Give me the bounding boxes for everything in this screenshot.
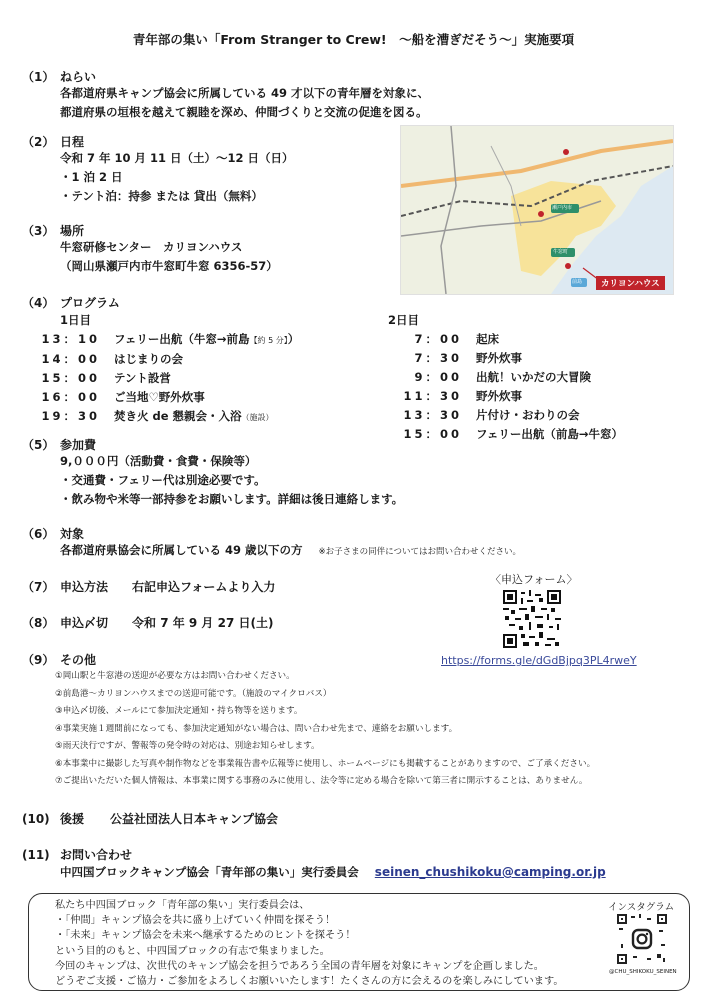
fee-amount: 9,０００円（活動費・食費・保険等） [60, 454, 257, 468]
target-note: ※お子さまの同伴についてはお問い合わせください。 [318, 547, 521, 557]
section-number: （6） [22, 527, 55, 541]
section-program-heading [22, 294, 120, 311]
message-line: 今回のキャンプは、次世代のキャンプ協会を担うであろう全国の青年層を対象にキャンプを企画しました。 [55, 960, 544, 972]
message-line: という目的のもと、中四国ブロックの有志で集まりました。 [55, 945, 330, 957]
schedule-line: ・1 泊 2 日 [60, 170, 123, 184]
program-time: 11：30 [403, 389, 462, 403]
section-number: （2） [22, 135, 55, 149]
map-city-label: 瀬戸内市 [552, 205, 573, 211]
program-day1-label: 1日目 [60, 313, 92, 327]
section-number: (11) [22, 848, 50, 862]
section-title: ねらい [60, 70, 97, 84]
fee-line: ・飲み物や米等一部持参をお願いします。詳細は後日連絡します。 [60, 492, 404, 506]
section-title: 申込方法 [60, 580, 109, 594]
program-time: 15：00 [41, 371, 100, 385]
form-url-link[interactable]: https://forms.gle/dGdBjpq3PL4rweY [441, 654, 637, 667]
section-title: 申込〆切 [60, 616, 109, 630]
message-line: 私たち中四国ブロック「青年部の集い」実行委員会は、 [55, 900, 310, 911]
program-activity: はじまりの会 [114, 352, 183, 366]
program-activity: 起床 [476, 332, 499, 346]
instagram-handle: @CHU_SHIKOKU_SEINEN [609, 969, 677, 975]
other-item: ②前島港～カリヨンハウスまでの送迎可能です。（施設のマイクロバス） [55, 688, 332, 699]
section-deadline [22, 614, 273, 631]
program-item [0, 350, 390, 369]
section-fee-heading [22, 436, 96, 453]
program-item [0, 407, 390, 427]
program-time: 7：00 [414, 332, 462, 346]
program-time: 16：00 [41, 390, 100, 404]
other-item: ①岡山駅と牛窓港の送迎が必要な方はお問い合わせください。 [55, 671, 295, 681]
section-title: その他 [60, 653, 97, 667]
section-target-heading [22, 525, 84, 542]
apply-method-value: 右記申込フォームより入力 [132, 580, 276, 594]
section-schedule-heading [22, 133, 84, 150]
section-number: （4） [22, 296, 55, 310]
message-line: ・「仲間」キャンプ協会を共に盛り上げていく仲間を探そう！ [55, 915, 336, 927]
section-number: （8） [22, 616, 55, 630]
contact-email-link[interactable]: seinen_chushikoku@camping.or.jp [374, 865, 606, 879]
program-item [362, 425, 702, 444]
support-value: 公益社団法人日本キャンプ協会 [110, 812, 279, 826]
program-item [0, 330, 390, 350]
program-time: 15：00 [403, 427, 462, 441]
program-item [0, 388, 390, 407]
location-map [400, 125, 674, 295]
venue-name: 牛窓研修センター カリヨンハウス [60, 240, 243, 254]
program-paren: ） [287, 332, 300, 346]
program-activity: テント設営 [114, 371, 171, 385]
program-time: 13：10 [41, 332, 100, 346]
schedule-dates: 令和 7 年 10 月 11 日（土）～12 日（日） [60, 151, 294, 165]
section-target-body [60, 541, 521, 562]
program-day2-label: 2日目 [388, 313, 420, 327]
deadline-value: 令和 7 年 9 月 27 日(土) [132, 616, 274, 630]
section-schedule-body [60, 149, 294, 206]
program-item [362, 368, 702, 387]
program-activity: ご当地♡野外炊事 [114, 390, 205, 404]
program-day2-list [362, 330, 702, 444]
program-item [362, 406, 702, 425]
map-graphic [401, 126, 673, 294]
program-item [362, 349, 702, 368]
map-town-label: 牛窓町 [553, 249, 569, 255]
aim-line: 都道府県の垣根を越えて親睦を深め、仲間づくりと交流の促進を図る。 [60, 105, 428, 119]
section-aim-body [60, 84, 429, 122]
program-time: 13：30 [403, 408, 462, 422]
program-activity: フェリー出航（牛窓→前島 [114, 332, 250, 346]
other-item: ④事業実施１週間前になっても、参加決定通知がない場合は、問い合わせ先まで、連絡をお願いします。 [55, 723, 458, 734]
section-aim-heading [22, 68, 96, 85]
section-number: （5） [22, 438, 55, 452]
form-qr-code[interactable] [503, 590, 561, 648]
program-activity: 焚き火 de 懇親会・入浴 [114, 409, 242, 423]
program-time: 7：30 [414, 351, 462, 365]
section-title: お問い合わせ [60, 848, 133, 862]
program-item [362, 387, 702, 406]
section-title: 参加費 [60, 438, 97, 452]
message-line: どうぞご支援・ご協力・ご参加をよろしくお願いいたします！たくさんの方に会えるのを楽しみにしています。 [55, 976, 564, 988]
program-activity: 出航！いかだの大冒険 [476, 370, 591, 384]
section-title: 対象 [60, 527, 85, 541]
section-other-heading [22, 651, 96, 668]
section-number: （9） [22, 653, 55, 667]
instagram-label: インスタグラム [608, 902, 675, 913]
section-apply-method [22, 578, 275, 595]
venue-address: （岡山県瀬戸内市牛窓町牛窓 6356-57） [60, 259, 278, 273]
target-line: 各都道府県協会に所属している 49 歳以下の方 [60, 543, 303, 557]
section-contact-heading [22, 846, 132, 863]
message-line: ・「未来」キャンプ協会を未来へ継承するためのヒントを探そう！ [55, 930, 356, 942]
document-title: 青年部の集い「From Stranger to Crew! ～船を漕ぎだそう～」実施要項 [132, 32, 575, 47]
program-time: 9：00 [414, 370, 462, 384]
other-item: ③申込〆切後、メールにて参加決定通知・持ち物等を送ります。 [55, 706, 303, 716]
other-item: ⑤雨天決行ですが、警報等の発令時の対応は、別途お知らせします。 [55, 741, 320, 751]
section-title: プログラム [60, 296, 120, 310]
aim-line: 各都道府県キャンプ協会に所属している 49 才以下の青年層を対象に、 [60, 86, 430, 100]
map-venue-label: カリヨンハウス [596, 276, 665, 290]
program-day1-list [0, 330, 390, 427]
program-note: 【約 5 分】 [249, 336, 288, 345]
program-time: 19：30 [41, 409, 100, 423]
section-number: (10) [22, 812, 50, 826]
section-number: （7） [22, 580, 55, 594]
section-number: （1） [22, 70, 55, 84]
section-title: 日程 [60, 135, 85, 149]
fee-line: ・交通費・フェリー代は別途必要です。 [60, 473, 266, 487]
section-other-list [55, 668, 595, 791]
section-support [22, 810, 278, 827]
qr-code-icon [503, 590, 561, 648]
program-activity: 野外炊事 [476, 351, 522, 365]
section-fee-body [60, 452, 403, 509]
program-item [362, 330, 702, 349]
section-title: 場所 [60, 224, 85, 238]
message-box-text [55, 898, 564, 989]
program-activity: 野外炊事 [476, 389, 522, 403]
map-island-label: 前島 [572, 279, 583, 285]
section-title: 後援 [60, 812, 85, 826]
program-item [0, 369, 390, 388]
section-place-heading [22, 222, 84, 239]
program-note: （施設） [241, 413, 274, 422]
schedule-line: ・テント泊：持参 または 貸出（無料） [60, 189, 263, 203]
instagram-qr-code[interactable] [617, 914, 667, 964]
section-number: （3） [22, 224, 55, 238]
other-item: ⑥本事業中に撮影した写真や制作物などを事業報告書や広報等に使用し、ホームページにも掲載することがありますので、ご了承ください。 [55, 758, 596, 769]
instagram-icon [617, 914, 667, 964]
section-place-body [60, 238, 278, 276]
program-time: 14：00 [41, 352, 100, 366]
program-activity: フェリー出航（前島→牛窓） [476, 427, 624, 441]
contact-org: 中四国ブロックキャンプ協会「青年部の集い」実行委員会 [60, 865, 359, 879]
section-contact-body [60, 863, 606, 882]
other-item: ⑦ご提出いただいた個人情報は、本事業に関する事務のみに使用し、法令等に定める場合を除いて第三者に開示することは、ありません。 [55, 776, 588, 786]
program-activity: 片付け・おわりの会 [476, 408, 580, 422]
form-label: 〈申込フォーム〉 [490, 573, 578, 586]
